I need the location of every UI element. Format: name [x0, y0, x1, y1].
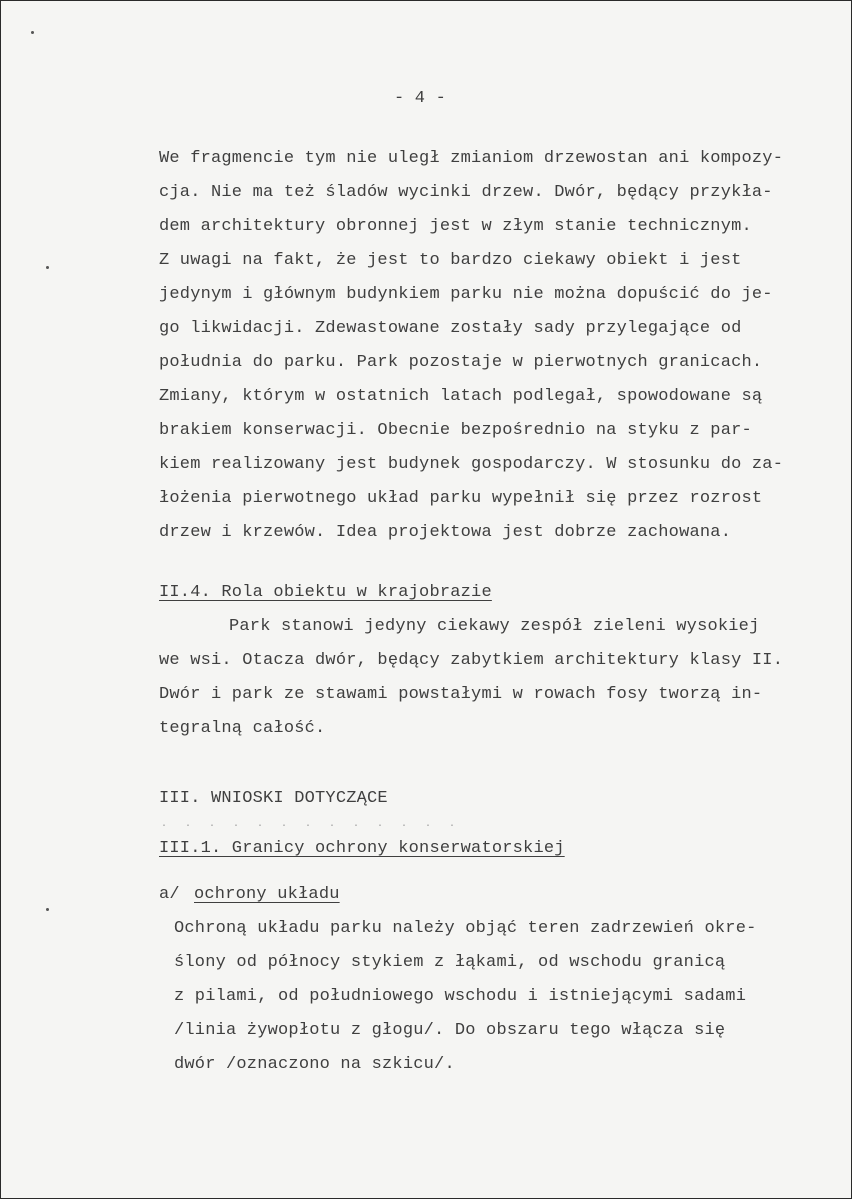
- paragraph-line: ślony od północy stykiem z łąkami, od wschodu granicą: [174, 953, 726, 972]
- paragraph-line: Dwór i park ze stawami powstałymi w rowach fosy tworzą in-: [159, 685, 763, 704]
- paragraph-line: Z uwagi na fakt, że jest to bardzo ciekawy obiekt i jest: [159, 251, 742, 270]
- paragraph-line: Ochroną układu parku należy objąć teren zadrzewień okre-: [174, 919, 757, 938]
- margin-speck: [46, 266, 49, 269]
- section-heading-II4: II.4. Rola obiektu w krajobrazie: [159, 583, 492, 602]
- paragraph-line: drzew i krzewów. Idea projektowa jest dobrze zachowana.: [159, 523, 732, 542]
- paragraph-line: kiem realizowany jest budynek gospodarczy. W stosunku do za-: [159, 455, 784, 474]
- section-heading-III: III. WNIOSKI DOTYCZĄCE: [159, 789, 388, 808]
- section-heading-III1: III.1. Granicy ochrony konserwatorskiej: [159, 839, 565, 858]
- page-number: - 4 -: [394, 89, 447, 108]
- paragraph-line: go likwidacji. Zdewastowane zostały sady przylegające od: [159, 319, 742, 338]
- subsection-heading: ochrony układu: [194, 885, 340, 904]
- paragraph-line: dwór /oznaczono na szkicu/.: [174, 1055, 455, 1074]
- paragraph-line: dem architektury obronnej jest w złym stanie technicznym.: [159, 217, 752, 236]
- paragraph-line: z pilami, od południowego wschodu i istniejącymi sadami: [174, 987, 747, 1006]
- paragraph-line: we wsi. Otacza dwór, będący zabytkiem architektury klasy II.: [159, 651, 784, 670]
- dotted-underline: . . . . . . . . . . . . .: [161, 819, 462, 830]
- margin-speck: [46, 908, 49, 911]
- paragraph-line: We fragmencie tym nie uległ zmianiom drzewostan ani kompozy-: [159, 149, 784, 168]
- margin-speck: [31, 31, 34, 34]
- paragraph-line: Park stanowi jedyny ciekawy zespół zieleni wysokiej: [229, 617, 760, 636]
- subsection-label: a/: [159, 885, 180, 904]
- paragraph-line: brakiem konserwacji. Obecnie bezpośrednio na styku z par-: [159, 421, 752, 440]
- paragraph-line: tegralną całość.: [159, 719, 326, 738]
- paragraph-line: cja. Nie ma też śladów wycinki drzew. Dwór, będący przykła-: [159, 183, 773, 202]
- paragraph-line: południa do parku. Park pozostaje w pierwotnych granicach.: [159, 353, 763, 372]
- paragraph-line: łożenia pierwotnego układ parku wypełnił się przez rozrost: [159, 489, 763, 508]
- paragraph-line: /linia żywopłotu z głogu/. Do obszaru tego włącza się: [174, 1021, 726, 1040]
- paragraph-line: Zmiany, którym w ostatnich latach podlegał, spowodowane są: [159, 387, 763, 406]
- paragraph-line: jedynym i głównym budynkiem parku nie można dopuścić do je-: [159, 285, 773, 304]
